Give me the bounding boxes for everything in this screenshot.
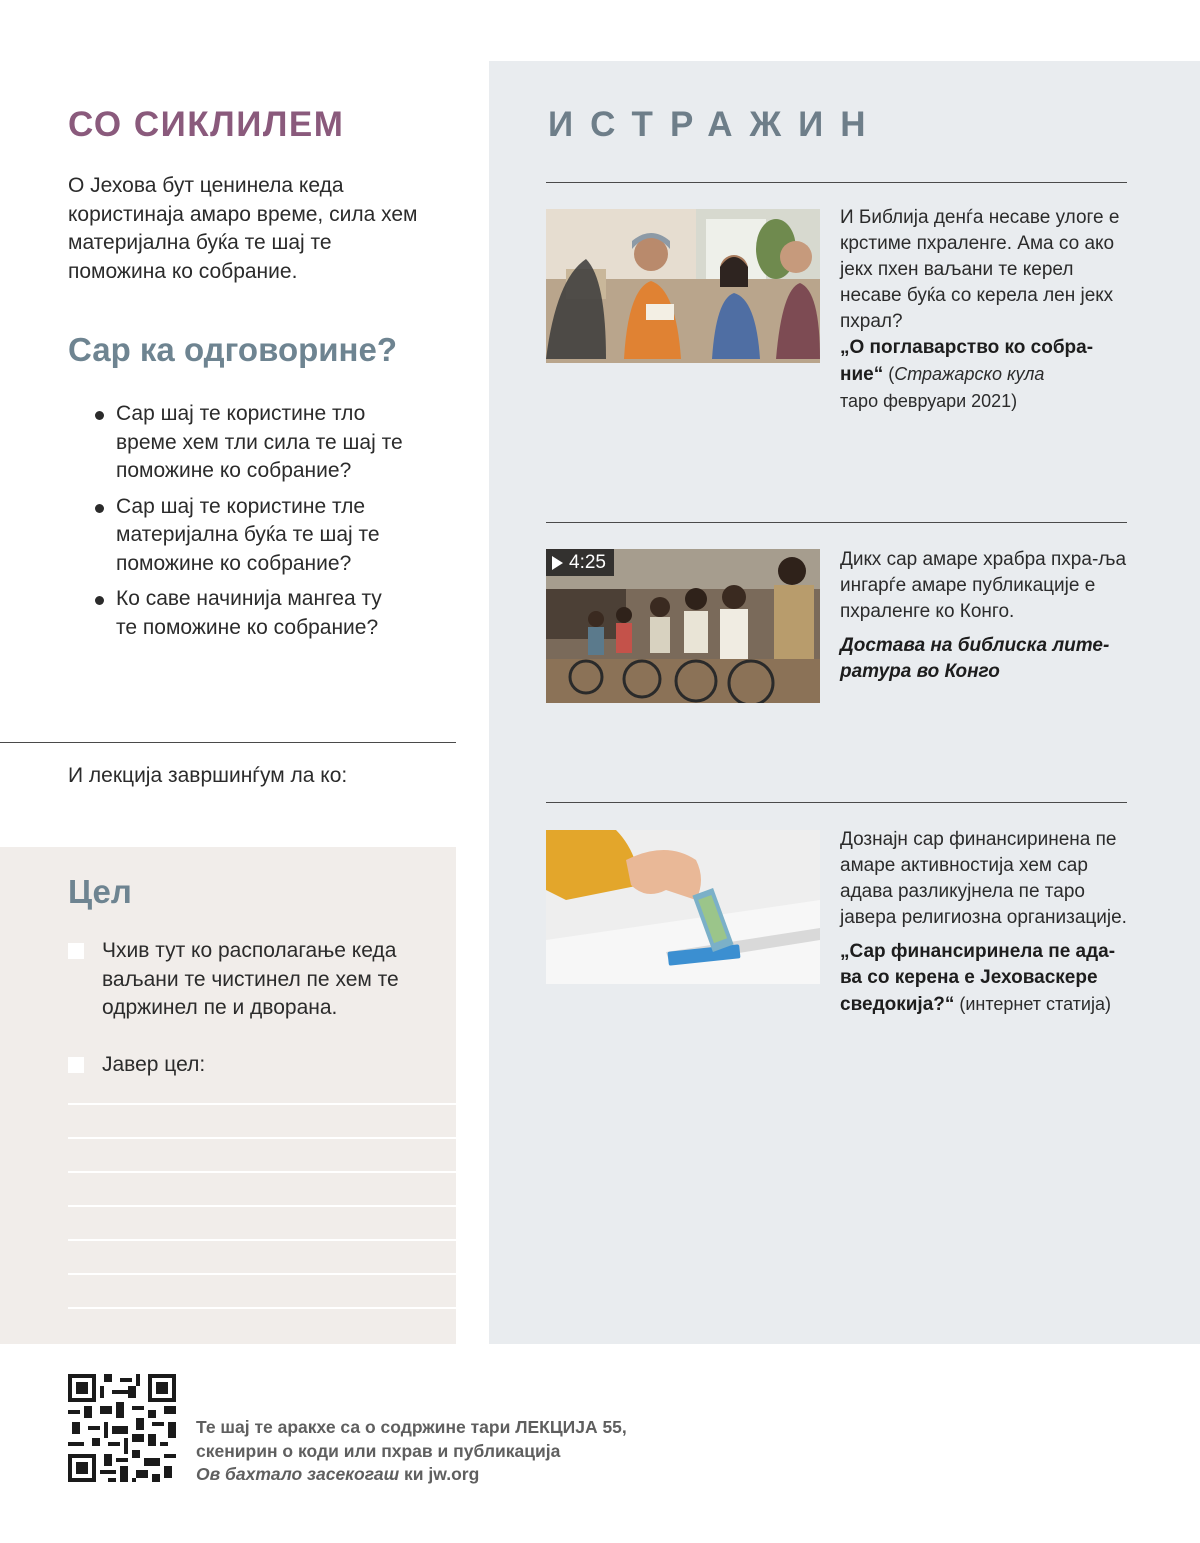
resource-title-line: ратура во Конго [840,661,1000,682]
publication-title[interactable]: Ов бахтало засекогаш [196,1464,400,1484]
goal-heading: Цел [68,873,132,910]
review-question: Ко саве начинија мангеа ту те поможине ко собрание? [90,585,406,642]
goal-item [68,937,438,1023]
footer-line [196,1463,627,1487]
resource-title[interactable] [840,635,1109,682]
review-heading: Сар ка одговорине? [68,331,397,368]
goal-item [68,1051,438,1080]
write-in-line[interactable] [68,1205,456,1207]
study-group-photo[interactable] [546,209,820,363]
write-in-line[interactable] [68,1171,456,1173]
write-in-line[interactable] [68,1137,456,1139]
resource-title-line: сведокија?“ [840,994,955,1015]
qr-code-icon[interactable] [68,1374,176,1482]
resource-article-governance [840,205,1132,415]
donation-box-illustration [546,830,820,984]
video-duration-badge [546,549,614,576]
write-in-line[interactable] [68,1273,456,1275]
resource-source: (интернет статија) [954,994,1111,1014]
goal-item-text: Чхив тут ко располагање кеда ваљани те чистинел пе хем те одржинел пе и дворана. [102,939,399,1019]
bicycle-delivery-video[interactable] [546,549,820,703]
study-group-illustration [546,209,820,363]
goal-checkbox[interactable] [68,943,84,959]
footer-line: Те шај те аракхе са о содржине тари ЛЕКЦИЈА 55, [196,1417,627,1437]
explore-divider [546,802,1127,803]
summary-text: О Јехова бут ценинела кеда користинаја амаро време, сила хем материјална буќа те шај те поможина ко собрание. [68,174,418,283]
review-question: Сар шај те користине тле материјална буќа те шај те поможине ко собрание? [90,493,406,579]
summary-heading: СО СИКЛИЛЕМ [68,105,345,144]
summary-section [68,104,428,649]
write-in-line[interactable] [68,1103,456,1105]
resource-source-date: таро февруари 2021) [840,391,1018,411]
website-link[interactable]: ки jw.org [399,1464,480,1484]
resource-source-publication: Стражарско кула [894,364,1045,384]
review-question: Сар шај те користине тло време хем тли сила те шај те поможине ко собрание? [90,400,406,486]
resource-description: Дикх сар амаре храбра пхра-ља ингарѓе амаре публикације е пхраленге ко Конго. [840,549,1127,622]
explore-divider [546,522,1127,523]
write-in-line[interactable] [68,1307,456,1309]
play-icon [552,556,563,570]
resource-source: ( [883,364,895,384]
goal-checkbox[interactable] [68,1057,84,1073]
lesson-completed-label: И лекција завршинѓум ла ко: [68,764,348,787]
explore-heading: ИСТРАЖИН [548,105,883,144]
section-divider [0,742,456,743]
resource-title-line: ние“ [840,364,884,385]
explore-divider [546,182,1127,183]
goal-box [0,847,456,1344]
resource-description: Дознајн сар финансиринена пе амаре активностија хем сар адава разликујнела пе таро јавера религиозна организације. [840,829,1127,928]
video-duration: 4:25 [569,552,606,573]
footer-note [196,1416,627,1487]
resource-title-line: „О поглаварство ко собра- [840,337,1094,358]
resource-video-congo [840,547,1132,685]
goal-item-text: Јавер цел: [102,1053,206,1076]
resource-title-line: „Сар финансиринела пе ада- [840,941,1116,962]
review-question-list [68,400,428,642]
donation-box-photo[interactable] [546,830,820,984]
resource-article-funding [840,827,1132,1018]
resource-title-line: Достава на библиска лите- [840,635,1110,656]
footer-line: скенирин о коди или пхрав и публикација [196,1440,561,1461]
resource-title-line: ва со керена е Јеховаскере [840,967,1098,988]
resource-description: И Библија денѓа несаве улоге е крстиме пхраленге. Ама со ако јекх пхен ваљани те керел несаве буќа со керела лен јекх пхрал? [840,207,1120,332]
write-in-line[interactable] [68,1239,456,1241]
